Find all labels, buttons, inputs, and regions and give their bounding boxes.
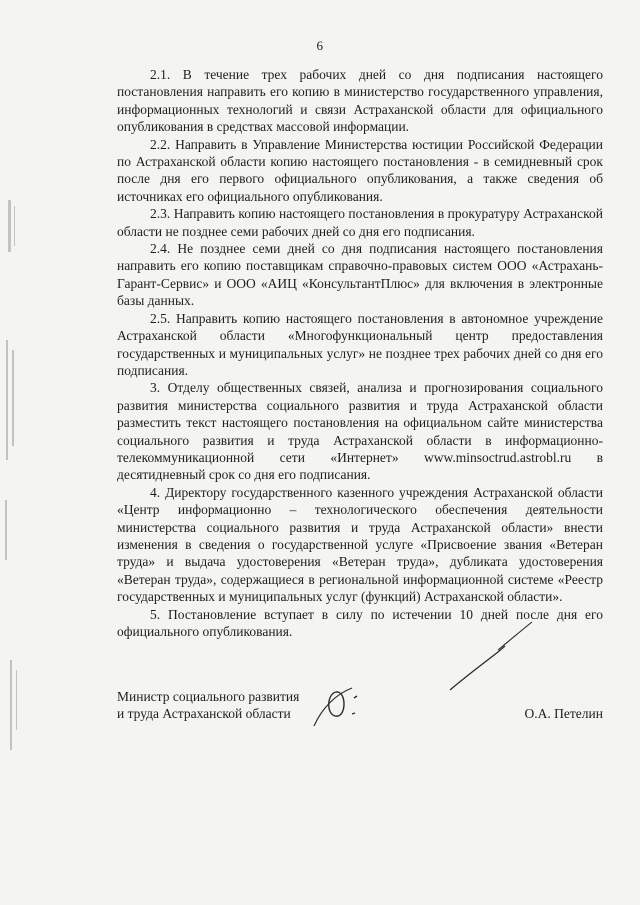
paragraph-2-3: 2.3. Направить копию настоящего постановления в прокуратуру Астраханской области не позднее семи рабочих дней со дня его подписания. xyxy=(117,206,603,239)
document-body xyxy=(117,66,603,640)
paragraph-3: 3. Отделу общественных связей, анализа и прогнозирования социального развития министерства социального развития и труда Астраханской области разместить текст настоящего постановления на официальном сайте министерства социального развития и труда Астраханской области в информационно-телекоммуникационной сети «Интернет» www.minsoctrud.astrobl.ru в десятидневный срок со дня его подписания. xyxy=(117,380,603,483)
signature-stroke xyxy=(450,646,505,690)
paragraph-2-1: 2.1. В течение трех рабочих дней со дня подписания настоящего постановления направить его копию в министерство государственного управления, информационных технологий и связи Астраханской области для официального опубликования в средствах массовой информации. xyxy=(117,67,603,135)
paragraph-4: 4. Директору государственного казенного учреждения Астраханской области «Центр информационно – технологического обеспечения деятельности министерства социального развития и труда Астраханской области» внести изменения в сведения о государственной услуге «Присвоение звания «Ветеран труда» и выдача удостоверения «Ветеран труда», дубликата удостоверения «Ветеран труда», содержащиеся в региональной информационной системе «Реестр государственных и муниципальных услуг (функций) Астраханской области». xyxy=(117,484,603,605)
paragraph-2-5: 2.5. Направить копию настоящего постановления в автономное учреждение Астраханской области «Многофункциональный центр предоставления государственных и муниципальных услуг» не позднее трех рабочих дней со дня его подписания. xyxy=(117,310,603,378)
minister-title-line-1: Министр социального развития xyxy=(117,689,300,704)
signature-block xyxy=(117,688,603,728)
minister-title xyxy=(117,688,299,723)
paragraph-2-2: 2.2. Направить в Управление Министерства юстиции Российской Федерации по Астраханской области копию настоящего постановления - в семидневный срок после дня его первого официального опубликования, а также сведения об источниках его официального опубликования. xyxy=(117,136,603,204)
signature-tail xyxy=(498,622,532,650)
scan-edge-artifacts xyxy=(0,200,36,760)
minister-title-line-2: и труда Астраханской области xyxy=(117,706,291,722)
minister-name: О.А. Петелин xyxy=(524,706,603,721)
paragraph-2-4: 2.4. Не позднее семи дней со дня подписания настоящего постановления направить его копию поставщикам справочно-правовых систем ООО «Астрахань-Гарант-Сервис» и ООО «АИЦ «КонсультантПлюс» для включения в электронные базы данных. xyxy=(117,241,603,309)
paragraph-5: 5. Постановление вступает в силу по истечении 10 дней после дня его официального опубликования. xyxy=(117,606,603,639)
page-number: 6 xyxy=(316,38,324,53)
